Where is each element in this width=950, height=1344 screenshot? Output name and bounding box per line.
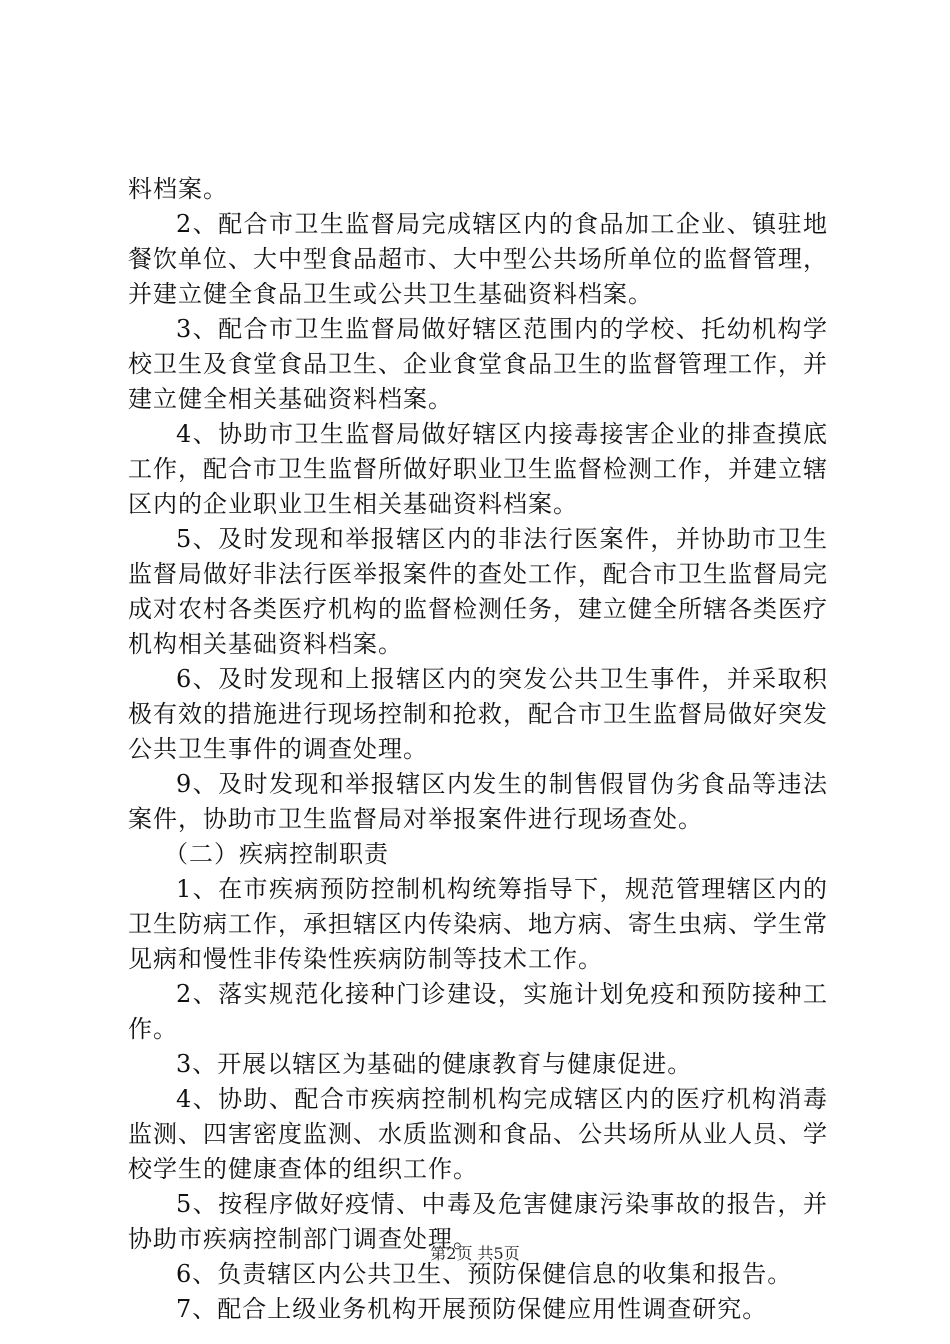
paragraph-item-5: 5、及时发现和举报辖区内的非法行医案件，并协助市卫生监督局做好非法行医举报案件的查处工作，配合市卫生监督局完成对农村各类医疗机构的监督检测任务，建立健全所辖各类医疗机构相关基础资料档案。 xyxy=(128,525,828,658)
paragraph-disease-item-2: 2、落实规范化接种门诊建设，实施计划免疫和预防接种工作。 xyxy=(128,980,828,1043)
paragraph-disease-item-5: 5、按程序做好疫情、中毒及危害健康污染事故的报告，并协助市疾病控制部门调查处理。 xyxy=(128,1190,828,1253)
paragraph-item-9: 9、及时发现和举报辖区内发生的制售假冒伪劣食品等违法案件，协助市卫生监督局对举报案件进行现场查处。 xyxy=(128,770,828,833)
paragraph-disease-item-7: 7、配合上级业务机构开展预防保健应用性调查研究。 xyxy=(176,1295,768,1323)
paragraph-item-3: 3、配合市卫生监督局做好辖区范围内的学校、托幼机构学校卫生及食堂食品卫生、企业食堂食品卫生的监督管理工作，并建立健全相关基础资料档案。 xyxy=(128,315,828,413)
paragraph-continuation: 料档案。 xyxy=(128,175,228,203)
document-body xyxy=(128,172,828,1327)
page-number-footer: 第2页 共5页 xyxy=(430,1244,520,1263)
paragraph-item-4: 4、协助市卫生监督局做好辖区内接毒接害企业的排查摸底工作，配合市卫生监督所做好职业卫生监督检测工作，并建立辖区内的企业职业卫生相关基础资料档案。 xyxy=(128,420,828,518)
paragraph-disease-item-4: 4、协助、配合市疾病控制机构完成辖区内的医疗机构消毒监测、四害密度监测、水质监测和食品、公共场所从业人员、学校学生的健康查体的组织工作。 xyxy=(128,1085,828,1183)
paragraph-item-2: 2、配合市卫生监督局完成辖区内的食品加工企业、镇驻地餐饮单位、大中型食品超市、大中型公共场所单位的监督管理，并建立健全食品卫生或公共卫生基础资料档案。 xyxy=(128,210,828,308)
paragraph-disease-item-3: 3、开展以辖区为基础的健康教育与健康促进。 xyxy=(176,1050,693,1078)
paragraph-disease-item-6: 6、负责辖区内公共卫生、预防保健信息的收集和报告。 xyxy=(176,1260,793,1288)
paragraph-disease-item-1: 1、在市疾病预防控制机构统筹指导下，规范管理辖区内的卫生防病工作，承担辖区内传染病、地方病、寄生虫病、学生常见病和慢性非传染性疾病防制等技术工作。 xyxy=(128,875,828,973)
section-heading-disease-control: （二）疾病控制职责 xyxy=(164,840,389,868)
paragraph-item-6: 6、及时发现和上报辖区内的突发公共卫生事件，并采取积极有效的措施进行现场控制和抢救，配合市卫生监督局做好突发公共卫生事件的调查处理。 xyxy=(128,665,828,763)
